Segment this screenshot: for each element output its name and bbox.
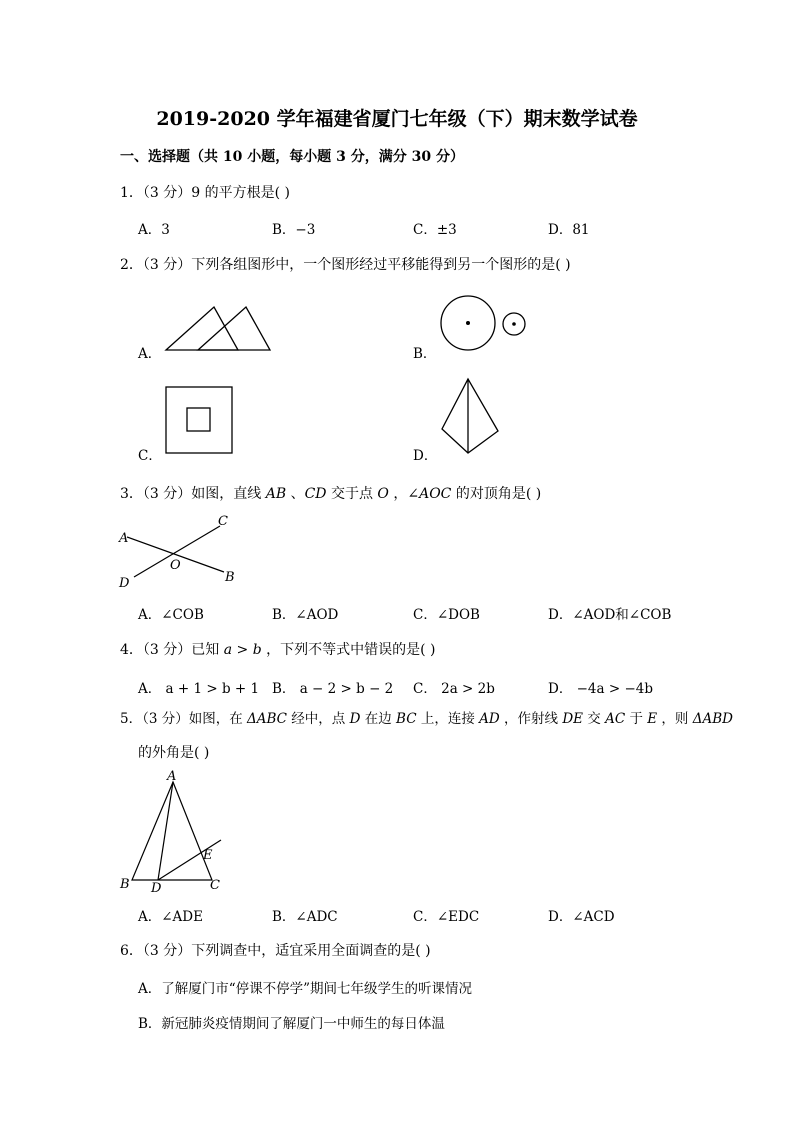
question-4-stem: 4．（3 分）已知 a > b ，下列不等式中错误的是( )	[120, 642, 436, 658]
question-1-stem: 1．（3 分）9 的平方根是( )	[120, 185, 290, 201]
question-6-stem: 6．（3 分）下列调查中，适宜采用全面调查的是( )	[120, 943, 431, 959]
q5-label-c: C	[210, 878, 220, 893]
q4-option-b: B． a − 2 > b − 2	[272, 681, 394, 697]
q2-figure-c	[165, 386, 235, 456]
q6-option-b: B．新冠肺炎疫情期间了解厦门一中师生的每日体温	[138, 1016, 445, 1032]
section-heading: 一、选择题（共 10 小题，每小题 3 分，满分 30 分）	[120, 149, 464, 165]
q3-option-a: A．∠COB	[138, 607, 204, 623]
q5-figure-triangle	[116, 768, 231, 896]
q3-label-o: O	[170, 558, 181, 573]
question-5-stem: 5．（3 分）如图，在 ΔABC 经中，点 D 在边 BC 上，连接 AD ，作射线 DE 交 AC 于 E ，则 ΔABD	[120, 711, 733, 727]
q5-option-d: D．∠ACD	[548, 909, 615, 925]
q3-label-b: B	[225, 570, 235, 585]
q5-label-b: B	[120, 877, 130, 892]
q3-option-c: C．∠DOB	[413, 607, 480, 623]
q5-label-d: D	[151, 881, 162, 896]
q3-label-a: A	[119, 531, 129, 546]
q3-label-c: C	[218, 514, 228, 529]
q5-option-a: A．∠ADE	[138, 909, 203, 925]
q5-label-e: E	[203, 848, 213, 863]
q2-option-c: C．	[138, 448, 162, 464]
question-5-stem-line2: 的外角是( )	[138, 745, 210, 761]
q2-option-d: D．	[413, 448, 438, 464]
q5-option-c: C．∠EDC	[413, 909, 480, 925]
q2-figure-b	[438, 295, 530, 353]
q2-option-b: B．	[413, 346, 437, 362]
q3-option-d: D．∠AOD和∠COB	[548, 607, 672, 623]
q2-figure-a	[160, 300, 280, 355]
q3-figure-intersecting-lines	[116, 512, 246, 592]
q2-option-a: A．	[138, 346, 162, 362]
q3-option-b: B．∠AOD	[272, 607, 339, 623]
q1-option-a: A．3	[138, 222, 170, 238]
q4-option-c: C． 2a > 2b	[413, 681, 495, 697]
q2-figure-d	[440, 377, 502, 457]
q6-option-a: A．了解厦门市“停课不停学”期间七年级学生的听课情况	[138, 981, 473, 997]
page-title: 2019-2020 学年福建省厦门七年级（下）期末数学试卷	[156, 108, 638, 130]
q1-option-d: D．81	[548, 222, 590, 238]
q4-option-a: A． a + 1 > b + 1	[138, 681, 260, 697]
q4-option-d: D． −4a > −4b	[548, 681, 654, 697]
q1-option-b: B．−3	[272, 222, 316, 238]
q5-option-b: B．∠ADC	[272, 909, 338, 925]
question-2-stem: 2．（3 分）下列各组图形中，一个图形经过平移能得到另一个图形的是( )	[120, 257, 571, 273]
q1-option-c: C．±3	[413, 222, 457, 238]
question-3-stem: 3．（3 分）如图，直线 AB 、CD 交于点 O ，∠AOC 的对顶角是( )	[120, 486, 542, 502]
q5-label-a: A	[167, 769, 177, 784]
q3-label-d: D	[119, 576, 130, 591]
